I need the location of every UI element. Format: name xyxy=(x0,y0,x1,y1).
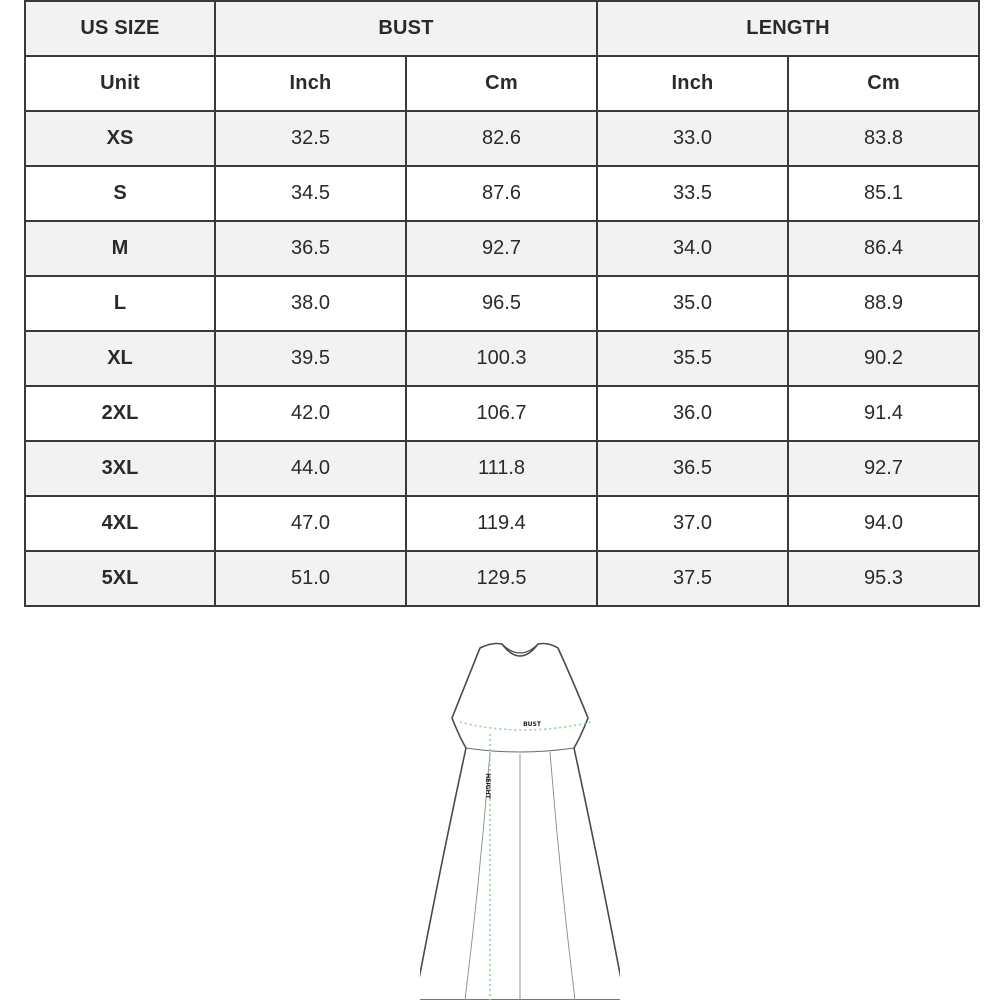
bust-cm-cell: 111.8 xyxy=(406,441,597,496)
size-cell: XL xyxy=(25,331,215,386)
bust-inch-cell: 51.0 xyxy=(215,551,406,606)
size-cell: M xyxy=(25,221,215,276)
bust-cm-cell: 106.7 xyxy=(406,386,597,441)
length-cm-cell: 85.1 xyxy=(788,166,979,221)
dress-diagram xyxy=(420,638,620,1000)
size-chart-table xyxy=(24,0,980,607)
header-length-inch: Inch xyxy=(597,56,788,111)
length-cm-cell: 88.9 xyxy=(788,276,979,331)
table-row xyxy=(25,331,979,386)
header-unit: Unit xyxy=(25,56,215,111)
bust-inch-cell: 39.5 xyxy=(215,331,406,386)
length-inch-cell: 33.5 xyxy=(597,166,788,221)
length-inch-cell: 37.0 xyxy=(597,496,788,551)
size-chart-body xyxy=(25,1,979,606)
bust-inch-cell: 38.0 xyxy=(215,276,406,331)
length-cm-cell: 90.2 xyxy=(788,331,979,386)
table-row xyxy=(25,441,979,496)
size-cell: 3XL xyxy=(25,441,215,496)
dress-outline-icon xyxy=(420,638,620,1000)
bust-inch-cell: 34.5 xyxy=(215,166,406,221)
bust-inch-cell: 32.5 xyxy=(215,111,406,166)
bust-inch-cell: 42.0 xyxy=(215,386,406,441)
bust-cm-cell: 92.7 xyxy=(406,221,597,276)
height-label: HEIGHT xyxy=(484,773,491,799)
bust-inch-cell: 36.5 xyxy=(215,221,406,276)
length-inch-cell: 33.0 xyxy=(597,111,788,166)
waist-seam xyxy=(466,748,574,752)
header-length-cm: Cm xyxy=(788,56,979,111)
length-cm-cell: 83.8 xyxy=(788,111,979,166)
bust-inch-cell: 44.0 xyxy=(215,441,406,496)
header-bust-inch: Inch xyxy=(215,56,406,111)
table-row xyxy=(25,111,979,166)
size-cell: 4XL xyxy=(25,496,215,551)
skirt-fold-3 xyxy=(550,752,575,1000)
length-cm-cell: 94.0 xyxy=(788,496,979,551)
size-cell: 2XL xyxy=(25,386,215,441)
bust-cm-cell: 129.5 xyxy=(406,551,597,606)
size-cell: S xyxy=(25,166,215,221)
header-bust-cm: Cm xyxy=(406,56,597,111)
header-us-size: US SIZE xyxy=(25,1,215,56)
bust-cm-cell: 96.5 xyxy=(406,276,597,331)
length-cm-cell: 86.4 xyxy=(788,221,979,276)
table-row xyxy=(25,221,979,276)
length-cm-cell: 91.4 xyxy=(788,386,979,441)
length-inch-cell: 37.5 xyxy=(597,551,788,606)
table-row xyxy=(25,276,979,331)
header-row-main xyxy=(25,1,979,56)
neckline xyxy=(502,644,538,653)
length-inch-cell: 36.5 xyxy=(597,441,788,496)
bust-inch-cell: 47.0 xyxy=(215,496,406,551)
bust-label: BUST xyxy=(523,721,541,728)
table-row xyxy=(25,166,979,221)
bust-cm-cell: 119.4 xyxy=(406,496,597,551)
bust-cm-cell: 87.6 xyxy=(406,166,597,221)
table-row xyxy=(25,551,979,606)
size-cell: L xyxy=(25,276,215,331)
header-bust: BUST xyxy=(215,1,597,56)
length-inch-cell: 35.0 xyxy=(597,276,788,331)
size-cell: XS xyxy=(25,111,215,166)
table-row xyxy=(25,496,979,551)
header-length: LENGTH xyxy=(597,1,979,56)
length-inch-cell: 36.0 xyxy=(597,386,788,441)
header-row-units xyxy=(25,56,979,111)
size-cell: 5XL xyxy=(25,551,215,606)
table-row xyxy=(25,386,979,441)
length-inch-cell: 35.5 xyxy=(597,331,788,386)
length-cm-cell: 92.7 xyxy=(788,441,979,496)
bust-cm-cell: 82.6 xyxy=(406,111,597,166)
bust-cm-cell: 100.3 xyxy=(406,331,597,386)
length-inch-cell: 34.0 xyxy=(597,221,788,276)
length-cm-cell: 95.3 xyxy=(788,551,979,606)
